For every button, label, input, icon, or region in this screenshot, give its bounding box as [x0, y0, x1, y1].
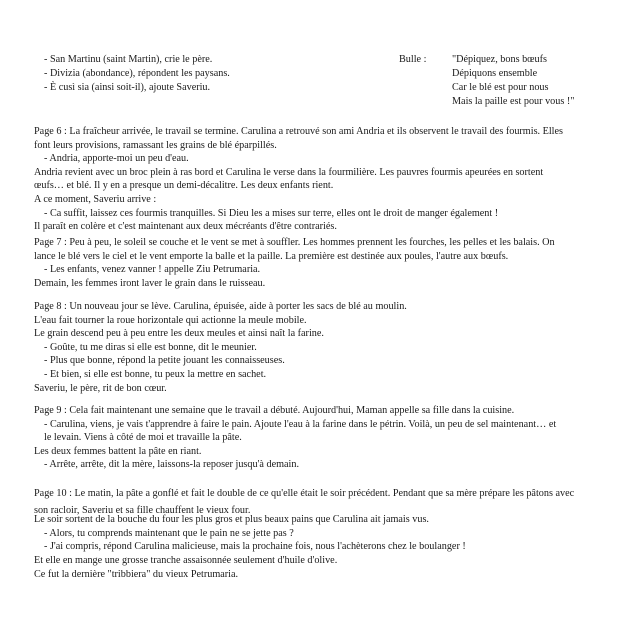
- text-line: - Alors, tu comprends maintenant que le pain ne se jette pas ?: [44, 527, 294, 539]
- bulle-label: Bulle :: [399, 54, 427, 65]
- dialogue-line: - San Martinu (saint Martin), crie le père.: [44, 54, 213, 65]
- bulle-line: Dépiquons ensemble: [452, 68, 538, 79]
- text-line: Page 6 : La fraîcheur arrivée, le travail se termine. Carulina a retrouvé son ami Andria et ils observent le travail des fourmis. Elles: [34, 126, 563, 137]
- text-line: son racloir, Saveriu et sa fille chauffent le vieux four.: [34, 504, 251, 516]
- text-line: - Plus que bonne, répond la petite jouant les connaisseuses.: [44, 355, 285, 367]
- text-line: Le soir sortent de la bouche du four les plus gros et plus beaux pains que Carulina ait jamais vus.: [34, 514, 429, 526]
- text-line: - Et bien, si elle est bonne, tu peux la mettre en sachet.: [44, 368, 267, 380]
- page-10-paragraph: [34, 487, 614, 581]
- text-line: - Goûte, tu me diras si elle est bonne, dit le meunier.: [44, 341, 257, 353]
- bulle-text: [452, 53, 574, 109]
- text-line: Andria revient avec un broc plein à ras bord et Carulina le verse dans la fourmilière. Les pauvres fourmis apeurées en sortent: [34, 166, 544, 178]
- dialogue-line: - Divizia (abondance), répondent les paysans.: [44, 68, 230, 79]
- text-line: lance le blé vers le ciel et le vent emporte la balle et la paille. La première est destinée aux poules, l'autre aux bœufs.: [34, 250, 509, 262]
- text-line: - Arrête, arrête, dit la mère, laissons-la reposer jusqu'à demain.: [44, 459, 300, 471]
- text-line: Page 9 : Cela fait maintenant une semaine que le travail a débuté. Aujourd'hui, Maman appelle sa fille dans la cuisine.: [34, 405, 515, 416]
- text-line: Les deux femmes battent la pâte en riant.: [34, 445, 202, 457]
- bulle-line: "Dépiquez, bons bœufs: [452, 54, 547, 65]
- bulle-line: Car le blé est pour nous: [452, 82, 549, 93]
- text-line: Et elle en mange une grosse tranche assaisonnée seulement d'huile d'olive.: [34, 554, 338, 566]
- text-line: Il paraît en colère et c'est maintenant aux deux mécréants d'être contrariés.: [34, 221, 337, 233]
- page-8-paragraph: [34, 300, 614, 395]
- intro-dialogue: [44, 53, 364, 95]
- text-line: Page 10 : Le matin, la pâte a gonflé et fait le double de ce qu'elle était le soir précédent. Pendant que sa mère prépare les pâtons avec: [34, 488, 575, 499]
- page-6-paragraph: [34, 125, 614, 234]
- page-7-paragraph: [34, 236, 614, 290]
- text-line: Page 8 : Un nouveau jour se lève. Carulina, épuisée, aide à porter les sacs de blé au moulin.: [34, 301, 407, 312]
- text-line: - J'ai compris, répond Carulina malicieuse, mais la prochaine fois, nous l'achèterons chez le boulanger !: [44, 541, 466, 553]
- bulle-line: Mais la paille est pour vous !": [452, 96, 575, 107]
- text-line: - Les enfants, venez vanner ! appelle Ziu Petrumaria.: [44, 264, 261, 276]
- text-line: - Ca suffit, laissez ces fourmis tranquilles. Si Dieu les a mises sur terre, elles ont le droit de manger également !: [44, 207, 499, 219]
- text-line: le levain. Viens à côté de moi et travaille la pâte.: [44, 432, 242, 444]
- text-line: - Andria, apporte-moi un peu d'eau.: [44, 153, 189, 165]
- text-line: Demain, les femmes iront laver le grain dans le ruisseau.: [34, 277, 266, 289]
- text-line: font leurs provisions, ramassant les grains de blé éparpillés.: [34, 139, 277, 151]
- text-line: Le grain descend peu à peu entre les deux meules et ainsi naît la farine.: [34, 328, 324, 340]
- text-line: L'eau fait tourner la roue horizontale qui actionne la meule mobile.: [34, 314, 307, 326]
- text-line: Ce fut la dernière "tribbiera" du vieux Petrumaria.: [34, 568, 239, 580]
- text-line: œufs… et blé. Il y en a presque un demi-décalitre. Les deux enfants rient.: [34, 180, 334, 192]
- page-9-paragraph: [34, 404, 614, 472]
- text-line: Page 7 : Peu à peu, le soleil se couche et le vent se met à souffler. Les hommes prennent les fourches, les pelles et les balais. On: [34, 237, 555, 248]
- text-line: Saveriu, le père, rit de bon cœur.: [34, 382, 167, 394]
- text-line: A ce moment, Saveriu arrive :: [34, 193, 157, 205]
- opening-section: [34, 53, 614, 113]
- dialogue-line: - È cusì sia (ainsi soit-il), ajoute Saveriu.: [44, 82, 211, 93]
- text-line: - Carulina, viens, je vais t'apprendre à faire le pain. Ajoute l'eau à la farine dans le pétrin. Voilà, un peu de sel maintenant… et: [44, 418, 557, 430]
